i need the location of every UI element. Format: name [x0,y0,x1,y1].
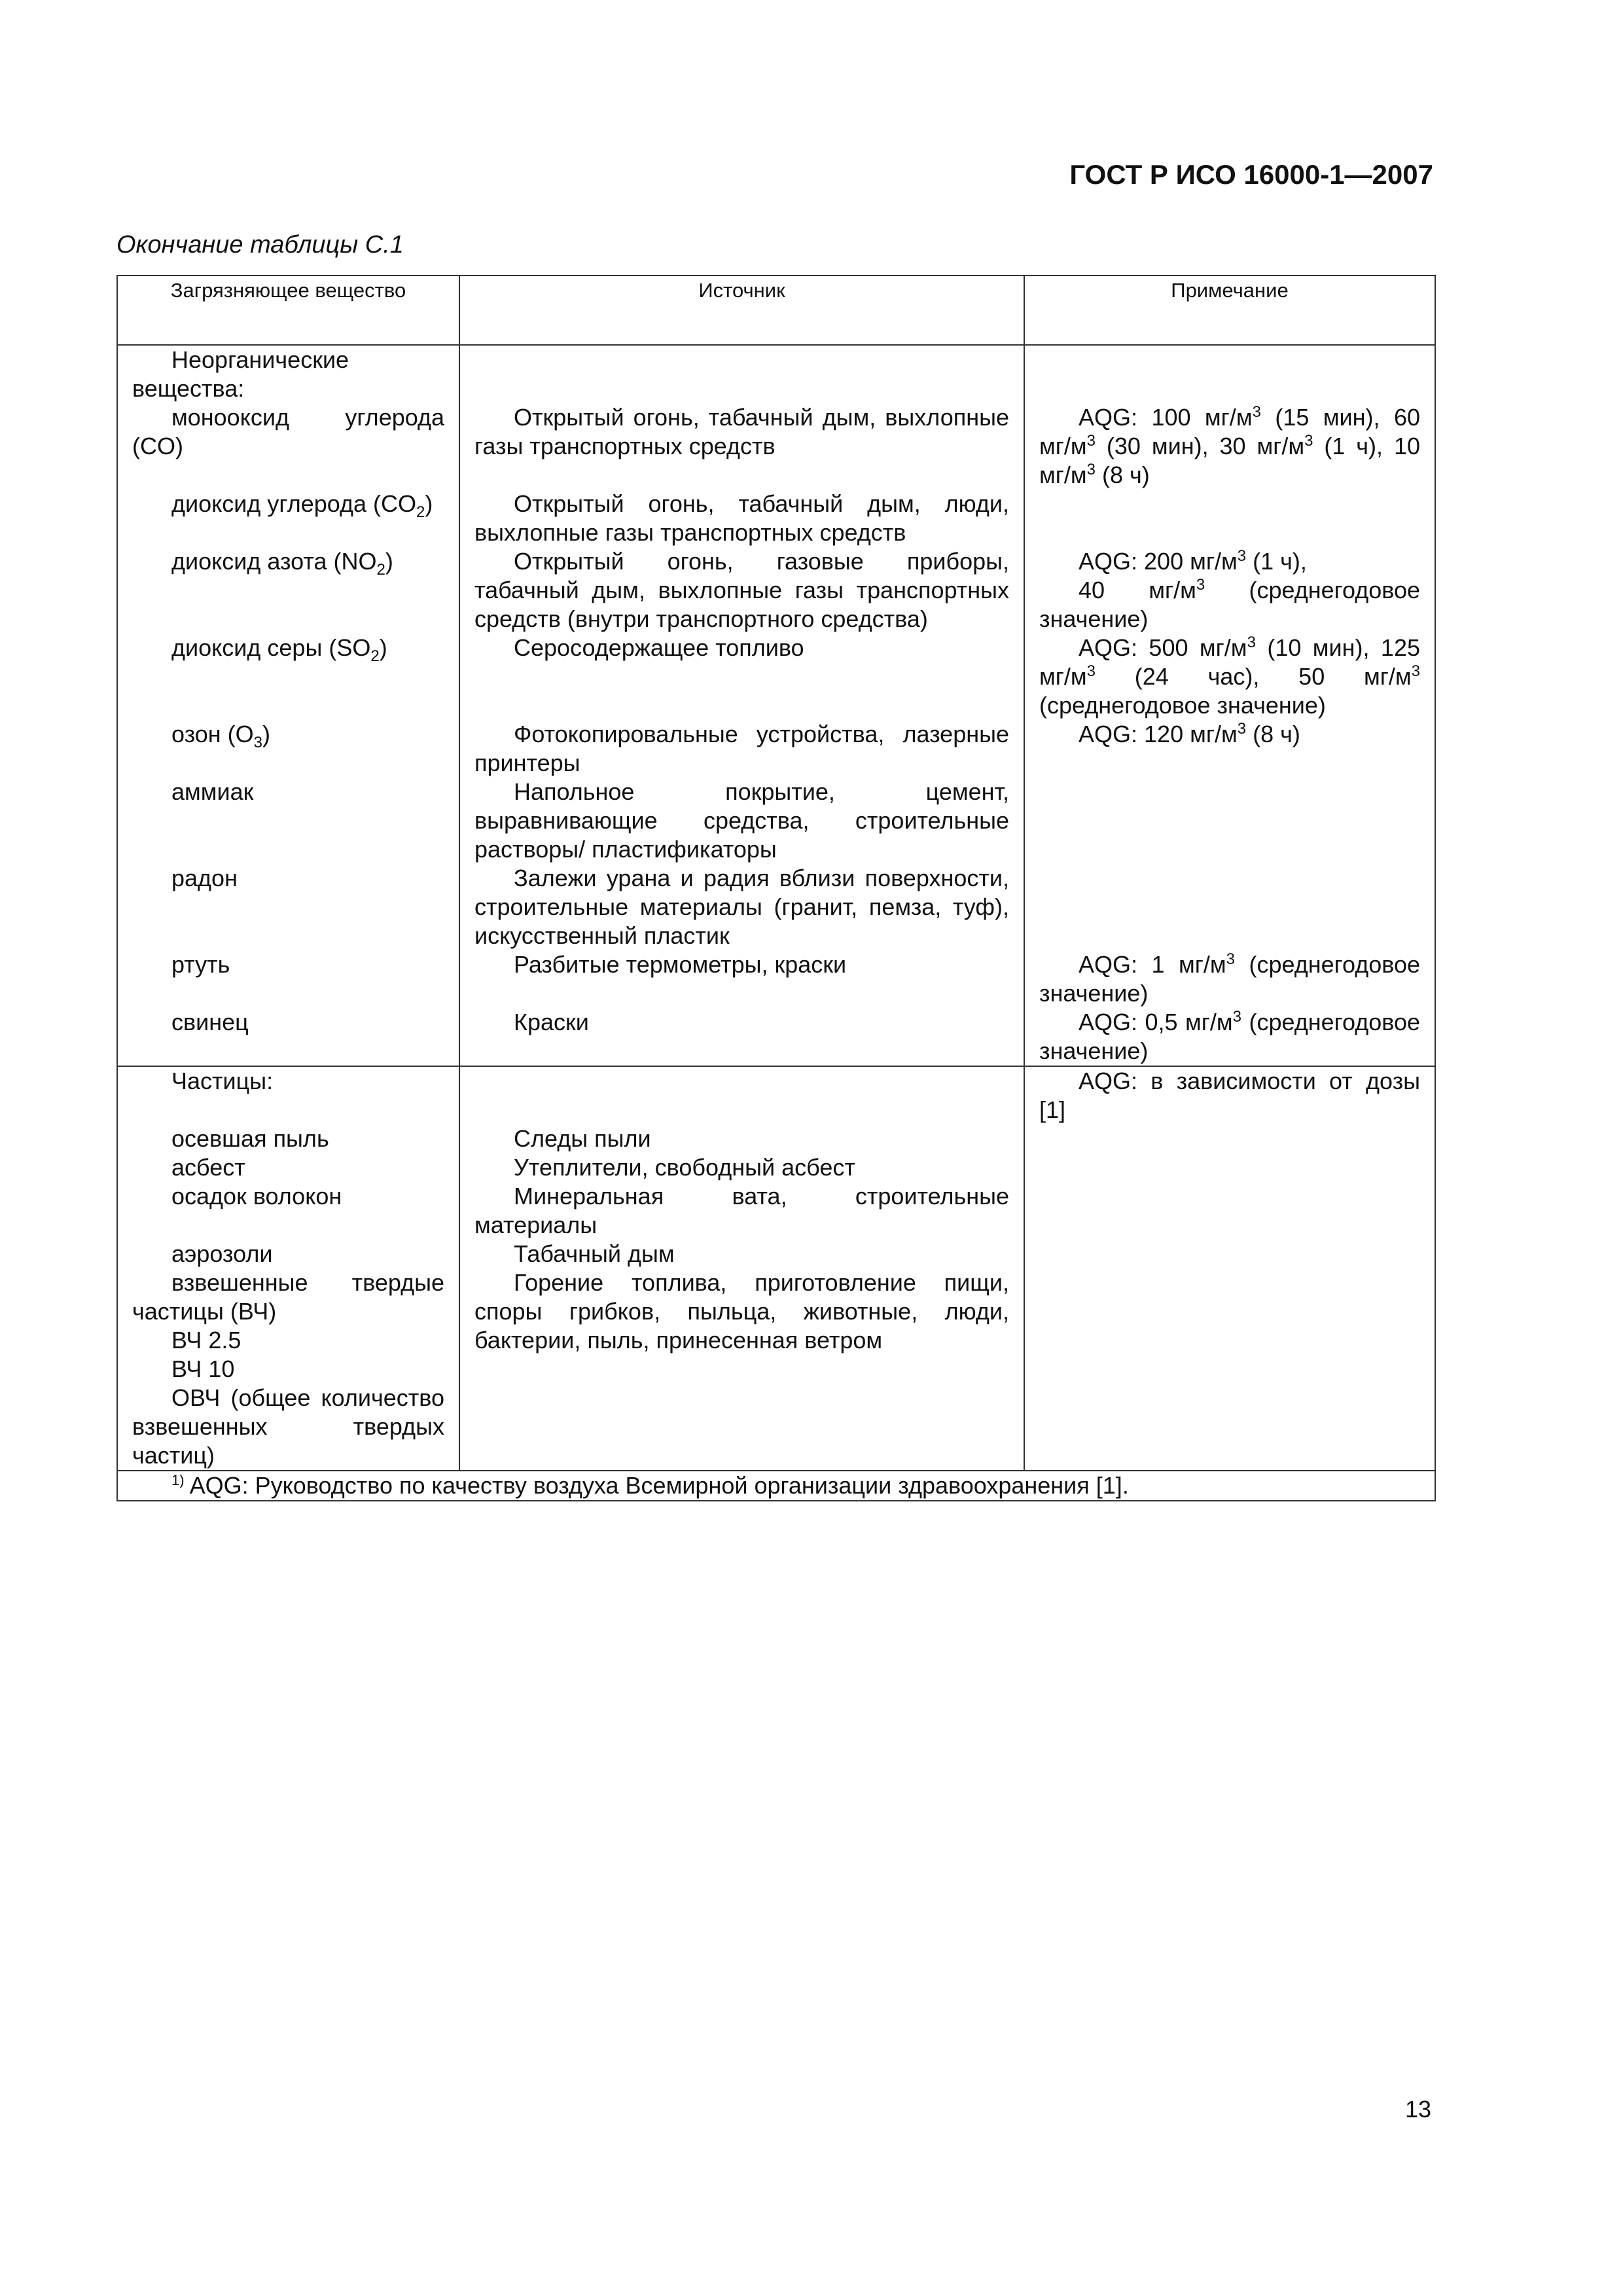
pollutant-note: AQG: 100 $мг/м^3$ (15 мин), 60 $мг/м^3$ (30 мин), 30 $мг/м^3$ (1 ч), 10 $мг/м^3$ (8 ч) [1024,403,1435,490]
pollutant-source: Залежи урана и радия вблизи поверхности, строительные материалы (гранит, пемза, туф), искусственный пластик [459,864,1024,950]
pollutant-name: диоксид углерода $(CO_2)$ [117,490,459,547]
pollutant-source: Следы пыли [459,1124,1024,1153]
group-note-particles: AQG: в зависимости от дозы [1] [1024,1066,1435,1124]
pollutant-name: ртуть [117,950,459,1008]
pollutant-note: AQG: 200 $мг/м^3$ (1 ч), 40 $мг/м^3$ (среднегодовое значение) [1024,547,1435,634]
pollutant-note: AQG: 0,5 $мг/м^3$ (среднегодовое значение) [1024,1008,1435,1066]
table-row-radon [117,864,1435,950]
pollutant-name: монооксид углерода (CO) [117,403,459,490]
pollutant-source: Фотокопировальные устройства, лазерные принтеры [459,720,1024,778]
table-row-no2 [117,547,1435,634]
group-label-particles: Частицы: [117,1066,459,1124]
table-caption: Окончание таблицы С.1 [116,231,404,259]
page-number: 13 [1404,2096,1431,2123]
table-header-row [117,276,1435,345]
column-header-note: Примечание [1024,276,1435,345]
table-row-pm [117,1268,1435,1471]
document-code: ГОСТ Р ИСО 16000-1—2007 [1069,159,1433,190]
table-row-ammonia [117,778,1435,864]
pollutant-source: Напольное покрытие, цемент, выравнивающие средства, строительные растворы/ пластификаторы [459,778,1024,864]
table-row-fibers [117,1182,1435,1240]
pollutant-name: осадок волокон [117,1182,459,1240]
pollutant-name: диоксид серы $(SO_2)$ [117,634,459,720]
table-row-dust [117,1124,1435,1153]
tsp-label: ОВЧ (общее количество взвешенных твердых частиц) [132,1384,444,1469]
column-header-pollutant: Загрязняющее вещество [117,276,459,345]
pollutant-source: Открытый огонь, табачный дым, люди, выхлопные газы транспортных средств [459,490,1024,547]
table-row-asbestos [117,1153,1435,1182]
pollutant-name: аэрозоли [117,1240,459,1268]
pollutant-name: радон [117,864,459,950]
pollutant-note: AQG: 500 $мг/м^3$ (10 мин), 125 $мг/м^3$ (24 час), 50 $мг/м^3$ (среднегодовое значение) [1024,634,1435,720]
pollutant-source: Горение топлива, приготовление пищи, споры грибков, пыльца, животные, люди, бактерии, пыль, принесенная ветром [459,1268,1024,1471]
pollutant-source: Минеральная вата, строительные материалы [459,1182,1024,1240]
pollutant-name: взвешенные твердые частицы (ВЧ) ВЧ 2.5 ВЧ 10 ОВЧ (общее количество взвешенных твердых частиц) [117,1268,459,1471]
table-row-lead [117,1008,1435,1066]
table-row-co [117,403,1435,490]
table-row-inorganic-group [117,345,1435,403]
pollutant-name: асбест [117,1153,459,1182]
pollutant-note: AQG: 120 $мг/м^3$ (8 ч) [1024,720,1435,778]
pollutant-source: Открытый огонь, газовые приборы, табачный дым, выхлопные газы транспортных средств (внутри транспортного средства) [459,547,1024,634]
table-footnote-row [117,1471,1435,1501]
pollutant-name: диоксид азота $(NO_2)$ [117,547,459,634]
pollutant-source: Краски [459,1008,1024,1066]
pollutants-table [116,275,1436,1501]
table-row-mercury [117,950,1435,1008]
table-footnote: $^{1)}$ AQG: Руководство по качеству воздуха Всемирной организации здравоохранения [1]. [117,1471,1435,1501]
pollutant-name: осевшая пыль [117,1124,459,1153]
pollutant-source: Разбитые термометры, краски [459,950,1024,1008]
pollutant-source: Открытый огонь, табачный дым, выхлопные газы транспортных средств [459,403,1024,490]
pm10-label: ВЧ 10 [171,1355,235,1382]
pollutant-source: Утеплители, свободный асбест [459,1153,1024,1182]
pm25-label: ВЧ 2.5 [171,1327,241,1354]
table-row-aerosols [117,1240,1435,1268]
pollutant-name: аммиак [117,778,459,864]
table-row-particles-group [117,1066,1435,1124]
pollutant-source: Серосодержащее топливо [459,634,1024,720]
group-label-inorganic: Неорганические вещества: [117,345,459,403]
pollutant-source: Табачный дым [459,1240,1024,1268]
footnote-marker: 1) [171,1472,185,1488]
pollutant-note: AQG: 1 $мг/м^3$ (среднегодовое значение) [1024,950,1435,1008]
pollutant-name: озон $(O_3)$ [117,720,459,778]
column-header-source: Источник [459,276,1024,345]
pollutant-name: свинец [117,1008,459,1066]
table-row-o3 [117,720,1435,778]
table-row-so2 [117,634,1435,720]
table-row-co2 [117,490,1435,547]
